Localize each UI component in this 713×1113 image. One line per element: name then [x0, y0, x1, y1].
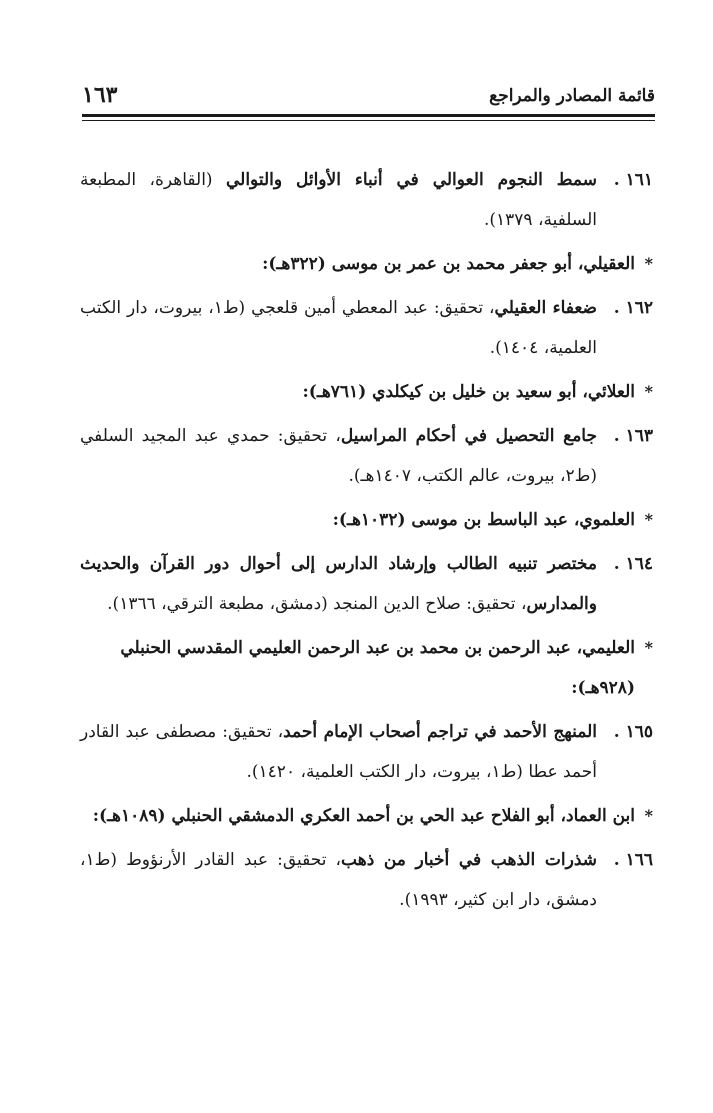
entry-details: ، تحقيق: مصطفى عبد القادر أحمد عطا (ط١، بيروت، دار الكتب العلمية، ١٤٢٠). — [80, 722, 597, 782]
entry-number: ١٦٦ . — [613, 850, 653, 870]
entry-number: ١٦١ . — [613, 170, 653, 190]
page-header — [82, 82, 655, 122]
asterisk-marker: * — [644, 382, 653, 401]
entry-details: ، تحقيق: عبد القادر الأرنؤوط (ط١، دمشق، دار ابن كثير، ١٩٩٣). — [80, 850, 597, 910]
asterisk-marker: * — [644, 806, 653, 825]
entry-details: (القاهرة، المطبعة السلفية، ١٣٧٩). — [80, 170, 597, 230]
author-name: العليمي، عبد الرحمن بن محمد بن عبد الرحمن العليمي المقدسي الحنبلي (٩٢٨هـ): — [120, 638, 635, 698]
author-name: العلموي، عبد الباسط بن موسى (١٠٣٢هـ): — [332, 510, 635, 530]
bibliography-entry — [80, 840, 653, 920]
author-name: ابن العماد، أبو الفلاح عبد الحي بن أحمد العكري الدمشقي الحنبلي (١٠٨٩هـ): — [92, 806, 635, 826]
entry-details: ، تحقيق: صلاح الدين المنجد (دمشق، مطبعة الترقي، ١٣٦٦). — [107, 594, 527, 614]
entry-title: جامع التحصيل في أحكام المراسيل — [340, 426, 597, 446]
page-number: ١٦٣ — [82, 82, 118, 108]
entry-title: ضعفاء العقيلي — [494, 298, 597, 318]
bibliography-list — [80, 160, 653, 924]
bibliography-entry — [80, 544, 653, 624]
bibliography-entry — [80, 416, 653, 496]
header-rule-thick — [82, 114, 655, 117]
author-heading — [80, 796, 653, 836]
asterisk-marker: * — [644, 254, 653, 273]
entry-number: ١٦٤ . — [613, 554, 653, 574]
asterisk-marker: * — [644, 510, 653, 529]
bibliography-entry — [80, 712, 653, 792]
entry-details: ، تحقيق: حمدي عبد المجيد السلفي (ط٢، بيروت، عالم الكتب، ١٤٠٧هـ). — [80, 426, 597, 486]
author-heading — [80, 628, 653, 708]
header-rule-thin — [82, 120, 655, 121]
entry-title: شذرات الذهب في أخبار من ذهب — [341, 850, 597, 870]
author-name: العقيلي، أبو جعفر محمد بن عمر بن موسى (٣٢٢هـ): — [262, 254, 635, 274]
entry-title: المنهج الأحمد في تراجم أصحاب الإمام أحمد — [283, 722, 597, 742]
entry-number: ١٦٥ . — [613, 722, 653, 742]
author-name: العلائي، أبو سعيد بن خليل بن كيكلدي (٧٦١هـ): — [302, 382, 635, 402]
author-heading — [80, 372, 653, 412]
bibliography-entry — [80, 288, 653, 368]
author-heading — [80, 500, 653, 540]
author-heading — [80, 244, 653, 284]
running-title: قائمة المصادر والمراجع — [489, 86, 655, 106]
entry-title: مختصر تنبيه الطالب وإرشاد الدارس إلى أحوال دور القرآن والحديث والمدارس — [80, 554, 597, 614]
bibliography-entry — [80, 160, 653, 240]
entry-number: ١٦٣ . — [613, 426, 653, 446]
entry-details: ، تحقيق: عبد المعطي أمين قلعجي (ط١، بيروت، دار الكتب العلمية، ١٤٠٤). — [80, 298, 597, 358]
asterisk-marker: * — [644, 638, 653, 657]
entry-number: ١٦٢ . — [613, 298, 653, 318]
entry-title: سمط النجوم العوالي في أنباء الأوائل والتوالي — [225, 170, 597, 190]
